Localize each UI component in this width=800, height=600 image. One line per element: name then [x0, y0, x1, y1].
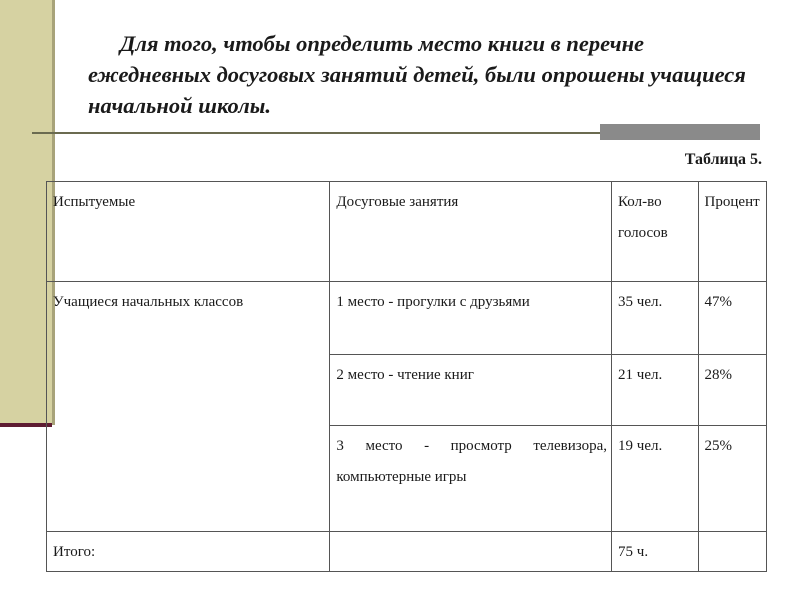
decorative-side-bar [0, 0, 52, 425]
activity-cell: 2 место - чтение книг [330, 355, 612, 426]
votes-cell: 21 чел. [612, 355, 699, 426]
header-votes: Кол-во голосов [612, 182, 699, 282]
total-percent-cell [698, 532, 766, 572]
slide-title: Для того, чтобы определить место книги в перечне ежедневных досуговых занятий детей, были опрошены учащиеся начальной школы. [88, 31, 746, 118]
activity-cell: 1 место - прогулки с друзьями [330, 282, 612, 355]
total-votes-cell: 75 ч. [612, 532, 699, 572]
survey-table [46, 181, 767, 572]
table-row [47, 282, 767, 355]
decorative-side-rule [0, 423, 52, 427]
activity-cell: 3 место - просмотр телевизора, компьютерные игры [330, 426, 612, 532]
table-total-row [47, 532, 767, 572]
percent-cell: 47% [698, 282, 766, 355]
votes-cell: 19 чел. [612, 426, 699, 532]
header-percent: Процент [698, 182, 766, 282]
percent-cell: 28% [698, 355, 766, 426]
votes-cell: 35 чел. [612, 282, 699, 355]
header-activities: Досуговые занятия [330, 182, 612, 282]
group-label-cell: Учащиеся начальных классов [47, 282, 330, 532]
percent-cell: 25% [698, 426, 766, 532]
table-header-row [47, 182, 767, 282]
total-label-cell: Итого: [47, 532, 330, 572]
total-activity-cell [330, 532, 612, 572]
title-underline [32, 132, 600, 134]
header-subjects: Испытуемые [47, 182, 330, 282]
table-caption: Таблица 5. [684, 151, 762, 168]
title-accent-block [600, 124, 760, 140]
